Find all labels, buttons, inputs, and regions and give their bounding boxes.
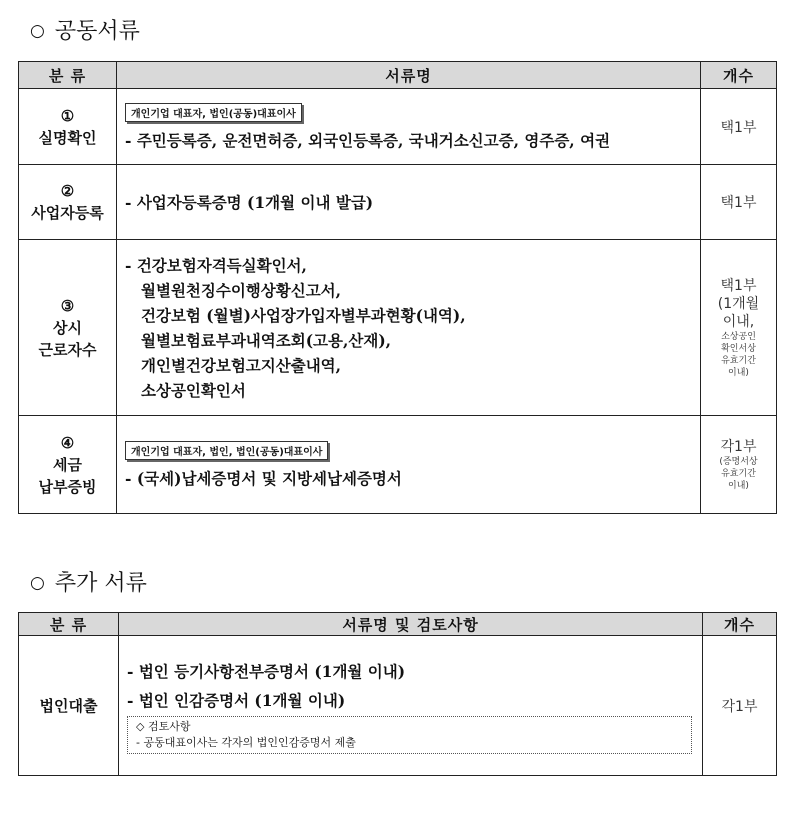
header-count: 개수 (703, 613, 777, 636)
row-category: ③ 상시 근로자수 (19, 240, 117, 416)
table-row (19, 240, 777, 416)
applicant-tag: 개인기업 대표자, 법인(공동)대표이사 (125, 103, 302, 122)
row-count: 택1부 (1개월 이내, 소상공인 확인서상 유효기간 이내) (701, 240, 777, 416)
header-docs: 서류명 (117, 62, 701, 89)
review-title: ◇ 검토사항 (136, 719, 191, 733)
table-row (19, 416, 777, 514)
header-category: 분 류 (19, 613, 119, 636)
header-category: 분 류 (19, 62, 117, 89)
header-count: 개수 (701, 62, 777, 89)
row-docs: - 건강보험자격득실확인서, 월별원천징수이행상황신고서, 건강보험 (월별)사업장가입자별부과현황(내역), 월별보험료부과내역조회(고용,산재), 개인별건강보험고지산출내역, 소상공인확인서 (117, 240, 701, 416)
row-docs: - 사업자등록증명 (1개월 이내 발급) (117, 165, 701, 240)
row-count: 택1부 (701, 165, 777, 240)
row-category: 법인대출 (19, 636, 119, 776)
table-row (19, 89, 777, 165)
table-row (19, 165, 777, 240)
review-notes-box (127, 716, 692, 754)
applicant-tag: 개인기업 대표자, 법인, 법인(공동)대표이사 (125, 441, 328, 460)
row-docs: - 법인 등기사항전부증명서 (1개월 이내) - 법인 인감증명서 (1개월 이내) ◇ 검토사항 - 공동대표이사는 각자의 법인인감증명서 제출 (119, 636, 703, 776)
review-text: - 공동대표이사는 각자의 법인인감증명서 제출 (136, 735, 356, 749)
row-docs: 개인기업 대표자, 법인, 법인(공동)대표이사 - (국세)납세증명서 및 지방세납세증명서 (117, 416, 701, 514)
row-docs: 개인기업 대표자, 법인(공동)대표이사 - 주민등록증, 운전면허증, 외국인등록증, 국내거소신고증, 영주증, 여권 (117, 89, 701, 165)
row-category: ② 사업자등록 (19, 165, 117, 240)
row-count: 각1부 (증명서상 유효기간 이내) (701, 416, 777, 514)
row-count: 택1부 (701, 89, 777, 165)
section-title-common-docs: ○ 공동서류 (30, 19, 140, 44)
header-docs: 서류명 및 검토사항 (119, 613, 703, 636)
additional-docs-table (18, 612, 777, 776)
common-docs-table (18, 61, 777, 514)
table-row (19, 636, 777, 776)
row-count: 각1부 (703, 636, 777, 776)
table-header-row (19, 62, 777, 89)
row-category: ④ 세금 납부증빙 (19, 416, 117, 514)
row-category: ① 실명확인 (19, 89, 117, 165)
section-title-additional-docs: ○ 추가 서류 (30, 571, 147, 596)
table-header-row (19, 613, 777, 636)
